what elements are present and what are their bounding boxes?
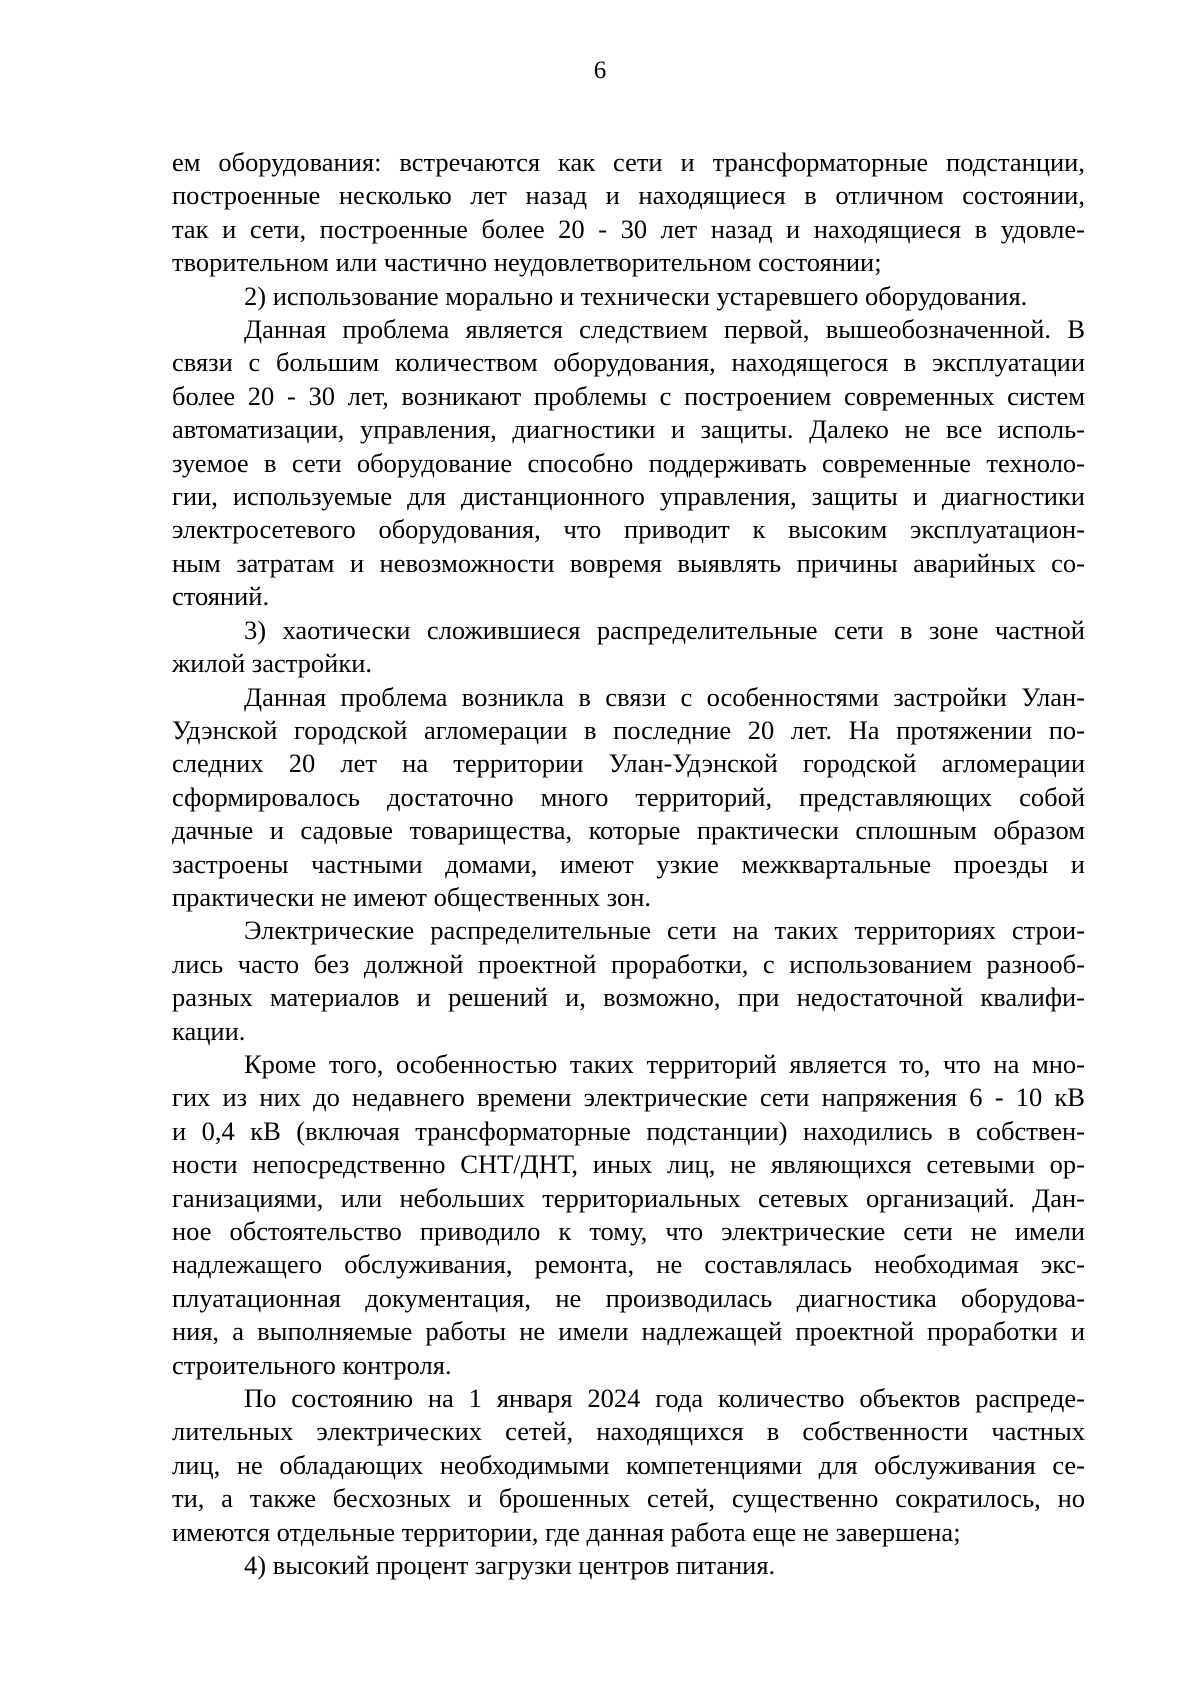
text-line: сформировалось достаточно много территорий, представляющих собой xyxy=(172,781,1085,812)
text-line: гих из них до недавнего времени электрические сети напряжения 6 - 10 кВ xyxy=(172,1082,1085,1113)
text-line: 4) высокий процент загрузки центров питания. xyxy=(244,1550,776,1581)
paragraph xyxy=(172,1382,1085,1549)
paragraph xyxy=(172,914,1085,1048)
text-line: ти, а также бесхозных и брошенных сетей, существенно сократилось, но xyxy=(172,1483,1085,1514)
text-line: разных материалов и решений и, возможно, при недостаточной квалифи- xyxy=(172,982,1085,1013)
paragraph xyxy=(172,313,1085,614)
text-line: ным затратам и невозможности вовремя выявлять причины аварийных со- xyxy=(172,547,1085,578)
text-line: ем оборудования: встречаются как сети и трансформаторные подстанции, xyxy=(172,147,1085,177)
text-line: гии, используемые для дистанционного управления, защиты и диагностики xyxy=(172,481,1085,512)
text-line: жилой застройки. xyxy=(172,648,373,679)
text-line: построенные несколько лет назад и находящиеся в отличном состоянии, xyxy=(172,180,1085,211)
text-line: электросетевого оборудования, что приводит к высоким эксплуатацион- xyxy=(172,514,1085,545)
text-line: лись часто без должной проектной проработки, с использованием разнооб- xyxy=(172,948,1085,979)
paragraph xyxy=(172,1549,1085,1582)
text-line: стояний. xyxy=(172,581,270,612)
text-line: автоматизации, управления, диагностики и защиты. Далеко не все исполь- xyxy=(172,414,1085,445)
text-line: кации. xyxy=(172,1015,246,1046)
text-line: так и сети, построенные более 20 - 30 лет назад и находящиеся в удовле- xyxy=(172,213,1085,244)
text-line: плуатационная документация, не производилась диагностика оборудова- xyxy=(172,1282,1085,1313)
text-line: связи с большим количеством оборудования, находящегося в эксплуатации xyxy=(172,347,1085,378)
text-line: ности непосредственно СНТ/ДНТ, иных лиц, не являющихся сетевыми ор- xyxy=(172,1149,1085,1180)
text-line: 3) хаотически сложившиеся распределительные сети в зоне частной xyxy=(244,614,1085,645)
text-line: практически не имеют общественных зон. xyxy=(172,881,652,912)
text-line: ния, а выполняемые работы не имели надлежащей проектной проработки и xyxy=(172,1316,1085,1347)
text-line: ганизациями, или небольших территориальных сетевых организаций. Дан- xyxy=(172,1182,1085,1213)
text-line: более 20 - 30 лет, возникают проблемы с построением современных систем xyxy=(172,380,1085,411)
text-line: лительных электрических сетей, находящихся в собственности частных xyxy=(172,1416,1085,1447)
text-line: ное обстоятельство приводило к тому, что электрические сети не имели xyxy=(172,1216,1085,1246)
text-line: По состоянию на 1 января 2024 года количество объектов распреде- xyxy=(244,1383,1085,1414)
paragraph xyxy=(172,1048,1085,1382)
paragraph xyxy=(172,614,1085,681)
text-line: зуемое в сети оборудование способно поддерживать современные техноло- xyxy=(172,447,1085,478)
page-number: 6 xyxy=(593,57,607,84)
paragraph xyxy=(172,280,1085,313)
text-line: Электрические распределительные сети на таких территориях строи- xyxy=(244,915,1085,946)
text-line: имеются отдельные территории, где данная работа еще не завершена; xyxy=(172,1516,961,1547)
text-line: 2) использование морально и технически устаревшего оборудования. xyxy=(244,280,1028,311)
paragraph xyxy=(172,681,1085,915)
text-line: Данная проблема является следствием первой, вышеобозначенной. В xyxy=(244,314,1085,345)
document-body xyxy=(172,146,1085,1582)
text-line: лиц, не обладающих необходимыми компетенциями для обслуживания се- xyxy=(172,1449,1085,1480)
text-line: и 0,4 кВ (включая трансформаторные подстанции) находились в собствен- xyxy=(172,1115,1085,1146)
paragraph xyxy=(172,146,1085,280)
text-line: творительном или частично неудовлетворительном состоянии; xyxy=(172,247,882,278)
text-line: застроены частными домами, имеют узкие межквартальные проезды и xyxy=(172,848,1085,879)
text-line: Данная проблема возникла в связи с особенностями застройки Улан- xyxy=(244,681,1085,712)
text-line: надлежащего обслуживания, ремонта, не составлялась необходимая экс- xyxy=(172,1249,1085,1280)
text-line: дачные и садовые товарищества, которые практически сплошным образом xyxy=(172,815,1085,846)
text-line: Удэнской городской агломерации в последние 20 лет. На протяжении по- xyxy=(172,714,1085,745)
text-line: Кроме того, особенностью таких территорий является то, что на мно- xyxy=(244,1048,1085,1079)
text-line: следних 20 лет на территории Улан-Удэнской городской агломерации xyxy=(172,748,1085,779)
text-line: строительного контроля. xyxy=(172,1349,452,1380)
